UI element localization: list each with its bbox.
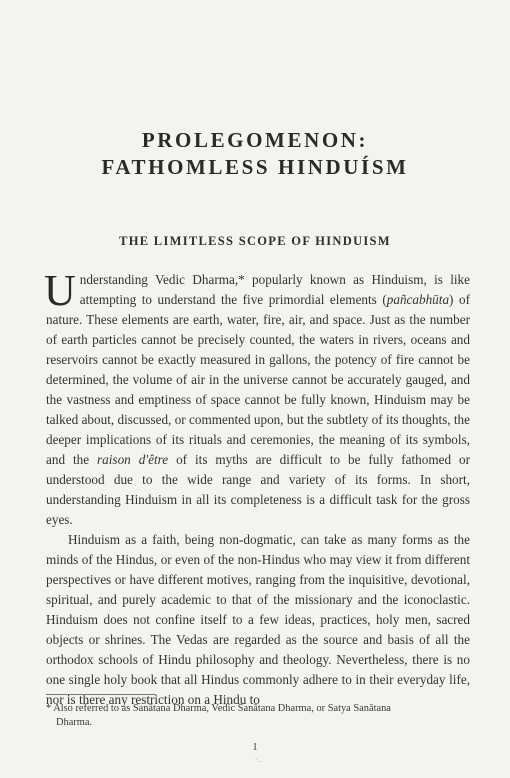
section-heading: THE LIMITLESS SCOPE OF HINDUISM [119, 234, 391, 248]
chapter-title-line-1: PROLEGOMENON: [141, 128, 369, 152]
body-text [44, 266, 470, 710]
paragraph-1-italic-term: pañcabhūta [386, 292, 450, 307]
chapter-title-line-2: FATHOMLESS HINDUÍSM [101, 155, 409, 179]
footnote-line-2: Dharma. [56, 717, 93, 728]
paragraph-1-text-a: nderstanding Vedic Dharma,* popularly known as Hinduism, is like attempting to understand the five primordial elements ( [79, 272, 470, 307]
scan-smudge-mark: ·.. [255, 756, 264, 764]
paragraph-1 [44, 266, 470, 530]
footnote-line-1: * Also referred to as Sanātana Dharma, Vedic Sanātana Dharma, or Satya Sanātana [46, 703, 391, 714]
paragraph-2: Hinduism as a faith, being non-dogmatic, can take as many forms as the minds of the Hindus, or even of the non-Hindus who may view it from different perspectives or have different motives, ranging from the inquisitive, devotional, spiritual, and purely academic to that of the missionary and the iconoclastic. Hinduism does not confine itself to a few ideas, practices, holy men, sacred objects or shrines. The Vedas are regarded as the source and basis of all the orthodox schools of Hindu philosophy and theology. Nevertheless, there is no one single holy book that all Hindus commonly adhere to in their everyday life, nor is there any restriction on a Hindu to [46, 532, 470, 707]
chapter-title [0, 127, 510, 181]
paragraph-1-text-c: of its myths are difficult to be fully fathomed or understood due to the wide range and variety of its forms. In short, understanding Hinduism in all its completeness is a difficult task for the gross eyes. [46, 452, 470, 527]
paragraph-1-italic-phrase: raison d'être [97, 452, 169, 467]
footnote-rule [46, 694, 156, 695]
footnote [46, 702, 470, 730]
drop-cap: U [44, 266, 76, 315]
paragraph-1-text-b: ) of nature. These elements are earth, water, fire, air, and space. Just as the number of earth particles cannot be precisely counted, the waters in rivers, oceans and reservoirs cannot be exactly measured in gallons, the potency of fire cannot be determined, the volume of air in the universe cannot be accurately gauged, and the vastness and emptiness of space cannot be fully known, Hinduism may be talked about, discussed, or commented upon, but the subtlety of its thoughts, the deeper implications of its rituals and ceremonies, the meaning of its symbols, and the [46, 292, 470, 467]
page-number: 1 [252, 741, 258, 753]
